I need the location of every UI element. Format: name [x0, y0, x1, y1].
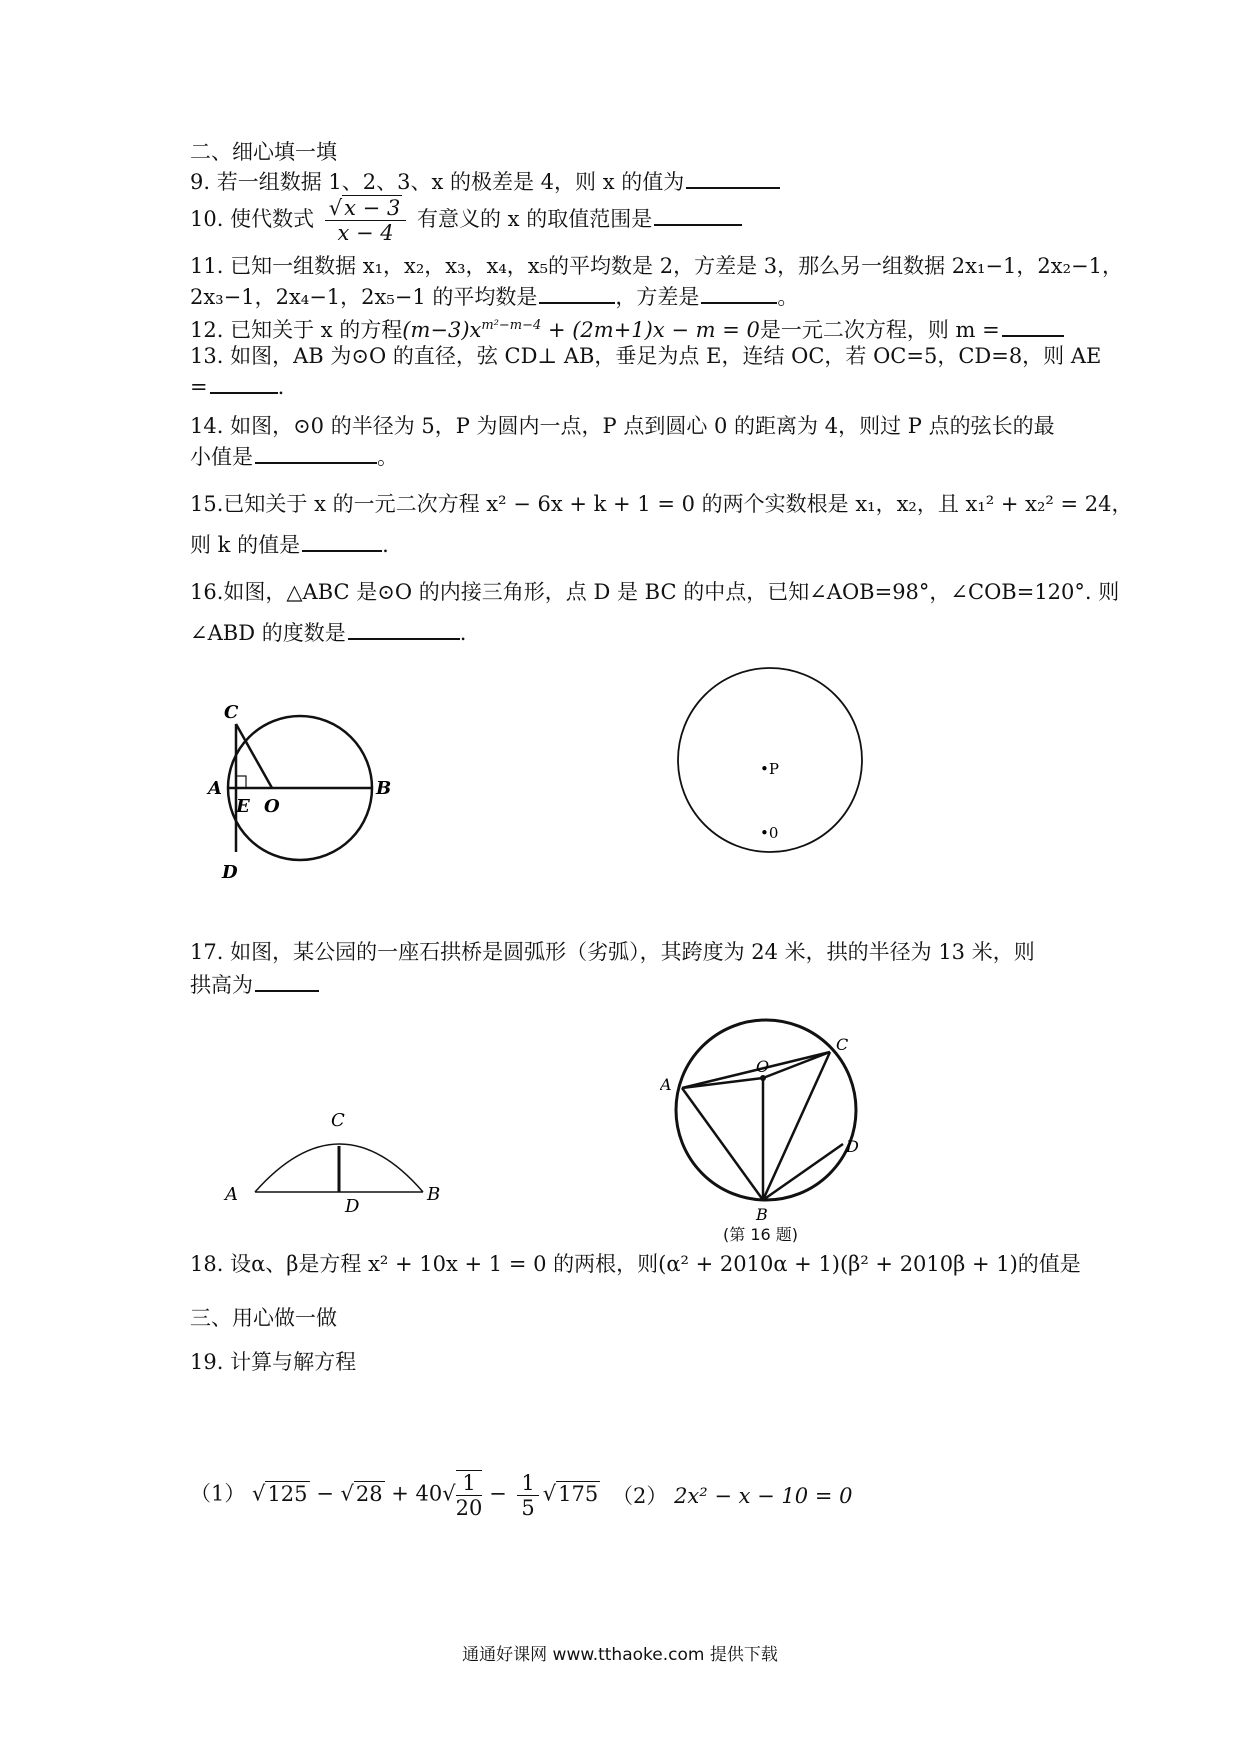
- question-9: [190, 167, 780, 196]
- q19-1-radical-b: 28: [355, 1481, 383, 1506]
- figure-q17: [215, 1100, 465, 1220]
- q16-blank: [348, 618, 460, 640]
- question-14-line1: 14. 如图，⊙0 的半径为 5，P 为圆内一点，P 点到圆心 0 的距离为 4，则过 P 点的弦长的最: [190, 414, 1055, 438]
- q10-blank: [654, 204, 742, 226]
- q19-1-label: （1）: [190, 1481, 246, 1506]
- q19-2-equation: 2x² − x − 10 = 0: [674, 1484, 853, 1508]
- fig13-label-c: C: [224, 702, 239, 723]
- question-19-part2: [612, 1482, 852, 1510]
- q14-end: 。: [377, 445, 398, 469]
- q13-end: .: [277, 375, 285, 399]
- q11-mean-blank: [539, 282, 615, 304]
- fig16-label-b: B: [756, 1205, 768, 1224]
- q10-prefix: 10. 使代数式: [190, 207, 315, 231]
- q15-blank: [302, 530, 382, 552]
- section-3-title: 三、用心做一做: [190, 1306, 337, 1330]
- figure-q16-caption: (第 16 题): [723, 1225, 799, 1244]
- q19-1-fraction-c: $\frac{1}{20}$: [455, 1471, 483, 1520]
- fig13-label-e: E: [236, 796, 250, 817]
- fig13-label-o: O: [264, 796, 280, 817]
- q15-text: 则 k 的值是: [190, 533, 301, 557]
- figure-q16: [660, 1012, 880, 1232]
- fig14-label-o: •0: [760, 824, 779, 842]
- fig17-label-c: C: [331, 1110, 345, 1131]
- q16-text: ∠ABD 的度数是: [190, 621, 346, 645]
- q12-blank: [1002, 315, 1064, 337]
- question-18: 18. 设α、β是方程 x² + 10x + 1 = 0 的两根，则(α² + 2010α + 1)(β² + 2010β + 1)的值是: [190, 1252, 1081, 1276]
- question-19-part1: （1） √125 − √28 + 40√ $\frac{1}{20}$ − $\frac{1}{5}$ √175: [190, 1470, 599, 1520]
- q12-equation-b: + (2m+1)x − m = 0: [541, 318, 760, 342]
- fig14-label-p: •P: [760, 760, 779, 778]
- question-15-line2: [190, 530, 389, 559]
- q17-blank: [255, 970, 319, 992]
- q12-suffix: 是一元二次方程，则 m =: [759, 318, 1000, 342]
- fig16-label-c: C: [836, 1035, 849, 1054]
- question-17-line1: 17. 如图，某公园的一座石拱桥是圆弧形（劣弧），其跨度为 24 米，拱的半径为 13 米，则: [190, 940, 1035, 964]
- q9-text: 9. 若一组数据 1、2、3、x 的极差是 4，则 x 的值为: [190, 170, 685, 194]
- q19-1-radical-d: 175: [558, 1481, 599, 1506]
- fig16-label-a: A: [660, 1075, 672, 1094]
- q13-blank: [210, 372, 278, 394]
- figure-q14: [670, 660, 870, 860]
- fig13-label-d: D: [222, 862, 238, 883]
- question-16-line2: [190, 618, 466, 647]
- fig17-label-d: D: [345, 1196, 360, 1217]
- q13-equals: =: [190, 375, 208, 399]
- q9-blank: [686, 167, 780, 189]
- fig13-label-b: B: [376, 778, 392, 799]
- section-2-title: 二、细心填一填: [190, 140, 337, 164]
- q10-numerator: x − 3: [344, 196, 401, 220]
- q14-blank: [255, 442, 377, 464]
- q19-1-coefficient: 40: [415, 1481, 443, 1506]
- fig13-label-a: A: [208, 778, 222, 799]
- q10-suffix: 有意义的 x 的取值范围是: [417, 207, 653, 231]
- question-19: 19. 计算与解方程: [190, 1350, 357, 1374]
- question-10: [190, 196, 742, 246]
- q19-1-fraction-d: $\frac{1}{5}$: [517, 1471, 538, 1520]
- q12-equation-a: (m−3)x: [402, 318, 482, 342]
- q12-prefix: 12. 已知关于 x 的方程: [190, 318, 403, 342]
- question-16-line1: 16.如图，△ABC 是⊙O 的内接三角形，点 D 是 BC 的中点，已知∠AOB=98°，∠COB=120°. 则: [190, 580, 1120, 604]
- question-14-line2: [190, 442, 398, 471]
- figure-q13: [200, 700, 400, 890]
- q11-end: 。: [777, 285, 799, 309]
- q19-2-label: （2）: [612, 1484, 668, 1508]
- fig16-label-d: D: [846, 1137, 859, 1156]
- question-17-line2: [190, 970, 319, 999]
- q11-mean-text: 2x₃−1，2x₄−1，2x₅−1 的平均数是: [190, 285, 538, 309]
- question-11-line2: [190, 282, 798, 311]
- question-12: [190, 312, 1064, 344]
- fig17-label-b: B: [427, 1184, 441, 1205]
- question-15-line1: 15.已知关于 x 的一元二次方程 x² − 6x + k + 1 = 0 的两个实数根是 x₁，x₂，且 x₁² + x₂² = 24，: [190, 492, 1133, 516]
- fig16-label-o: O: [756, 1057, 770, 1076]
- q15-end: .: [382, 533, 389, 557]
- fig17-label-a: A: [225, 1184, 238, 1205]
- question-13-line2: [190, 372, 284, 401]
- q16-end: .: [459, 621, 467, 645]
- q14-text: 小值是: [190, 445, 253, 469]
- q11-variance-blank: [701, 282, 777, 304]
- q12-exponent: m²−m−4: [481, 318, 542, 333]
- q10-fraction: $\frac{√x - 3}{x - 4}$: [325, 196, 407, 245]
- question-13-line1: 13. 如图，AB 为⊙O 的直径，弦 CD⊥ AB，垂足为点 E，连结 OC，若 OC=5，CD=8，则 AE: [190, 344, 1102, 368]
- page-footer: 通通好课网 www.tthaoke.com 提供下载: [462, 1645, 778, 1665]
- q11-variance-text: ，方差是: [615, 285, 700, 309]
- q10-denominator: x − 4: [337, 221, 394, 245]
- q19-1-radical-a: 125: [267, 1481, 308, 1506]
- q17-text: 拱高为: [190, 973, 253, 997]
- question-11-line1: 11. 已知一组数据 x₁，x₂，x₃，x₄，x₅的平均数是 2，方差是 3，那么另一组数据 2x₁−1，2x₂−1，: [190, 254, 1123, 278]
